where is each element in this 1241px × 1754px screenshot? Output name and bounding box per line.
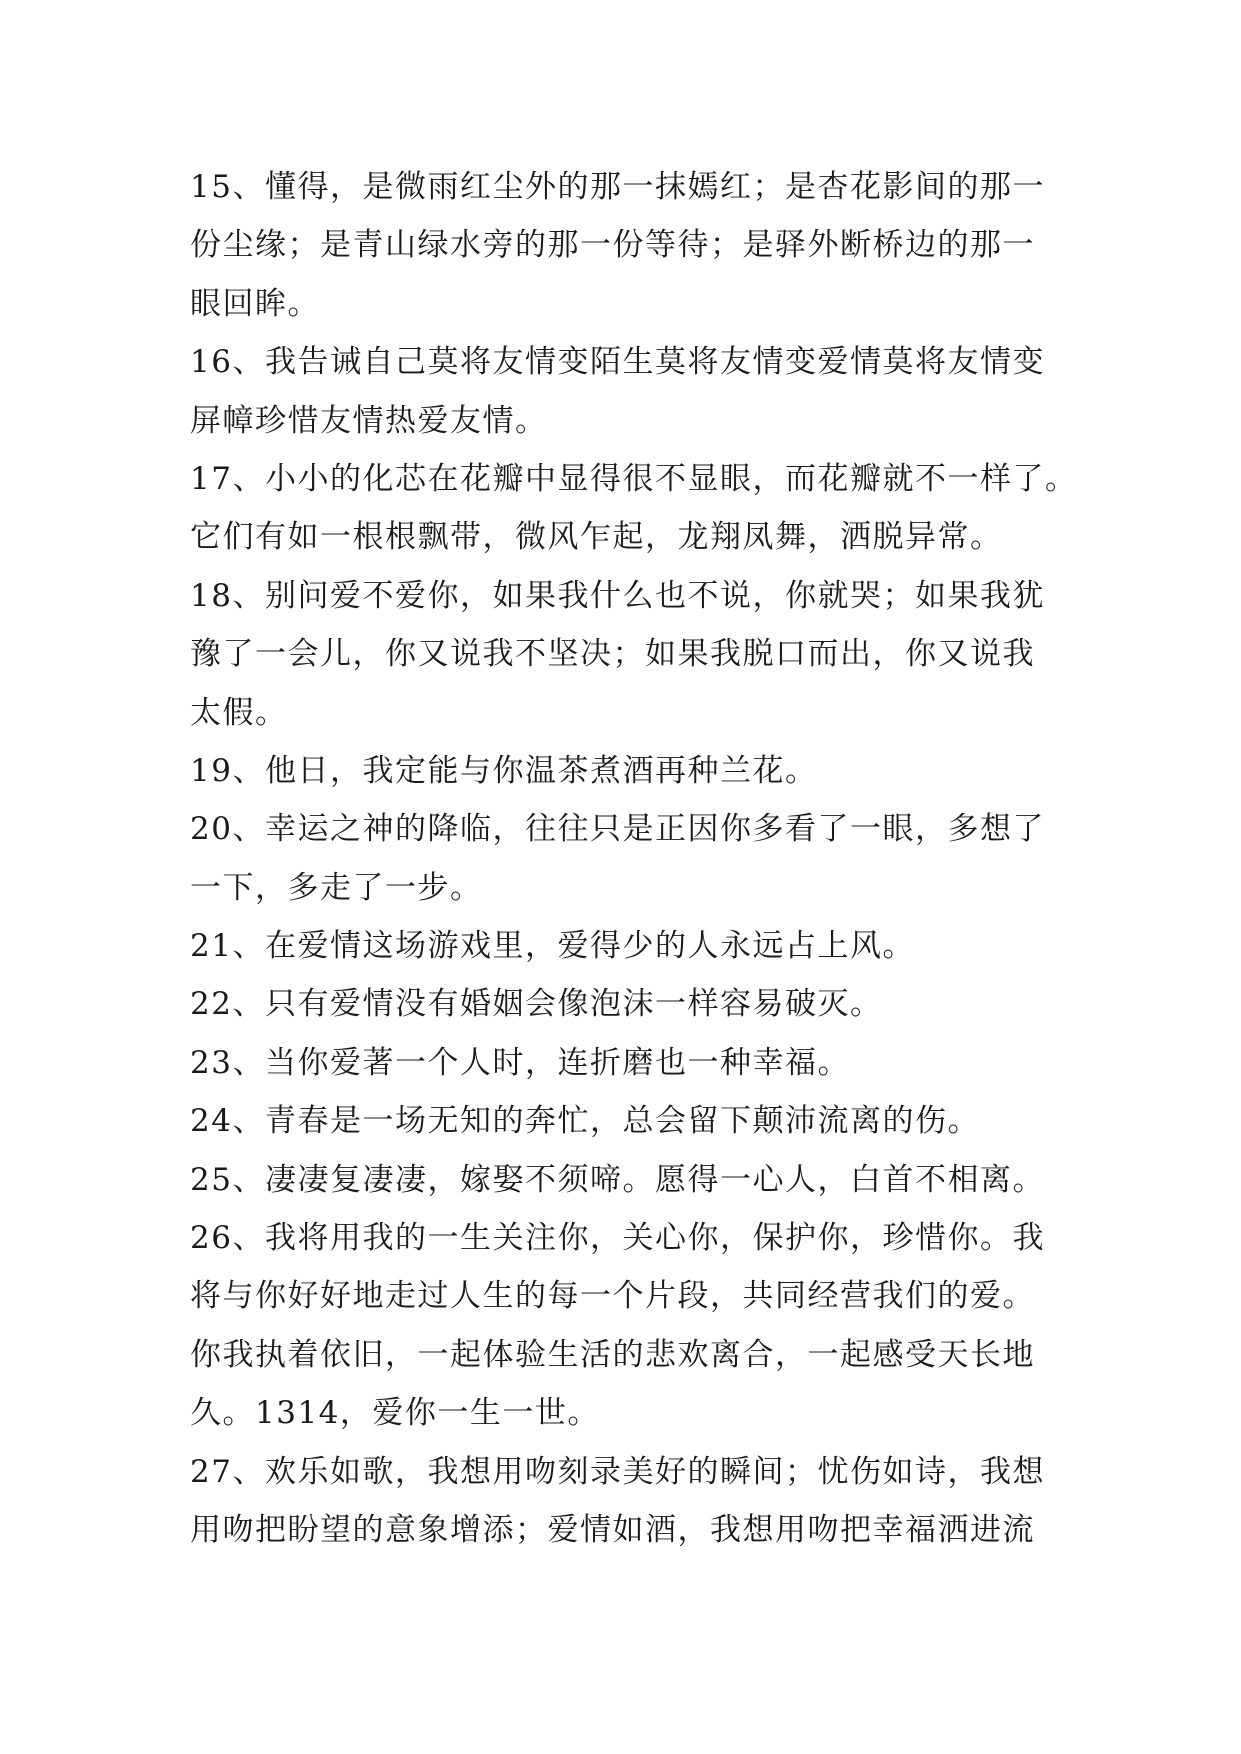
text-line: 一下，多走了一步。: [190, 869, 483, 906]
text-line: 24、青春是一场无知的奔忙，总会留下颠沛流离的伤。: [190, 1103, 980, 1140]
document-body: [190, 158, 1078, 1559]
text-line: 18、别问爱不爱你，如果我什么也不说，你就哭；如果我犹: [190, 577, 1045, 614]
text-line: 将与你好好地走过人生的每一个片段，共同经营我们的爱。: [190, 1278, 1035, 1315]
text-line: 用吻把盼望的意象增添；爱情如酒，我想用吻把幸福洒进流: [190, 1511, 1035, 1548]
text-line: 屏幛珍惜友情热爱友情。: [190, 402, 548, 439]
entry-25: [190, 1151, 1070, 1209]
entry-23: [190, 1034, 1070, 1092]
text-line: 25、凄凄复凄凄，嫁娶不须啼。愿得一心人，白首不相离。: [190, 1161, 1045, 1198]
text-line: 眼回眸。: [190, 285, 320, 322]
text-line: 26、我将用我的一生关注你，关心你，保护你，珍惜你。我: [190, 1220, 1045, 1257]
text-line: 16、我告诫自己莫将友情变陌生莫将友情变爱情莫将友情变: [190, 344, 1045, 381]
entry-18: [190, 567, 1070, 742]
entry-27: [190, 1443, 1070, 1560]
text-line: 份尘缘；是青山绿水旁的那一份等待；是驿外断桥边的那一: [190, 227, 1035, 264]
text-line: 17、小小的化芯在花瓣中显得很不显眼，而花瓣就不一样了。: [190, 460, 1078, 497]
entry-20: [190, 800, 1070, 917]
text-line: 豫了一会儿，你又说我不坚决；如果我脱口而出，你又说我: [190, 636, 1035, 673]
text-line: 20、幸运之神的降临，往往只是正因你多看了一眼，多想了: [190, 811, 1045, 848]
entry-17: [190, 450, 1078, 567]
entry-24: [190, 1092, 1070, 1150]
text-line: 23、当你爱著一个人时，连折磨也一种幸福。: [190, 1044, 850, 1081]
entry-15: [190, 158, 1070, 333]
entry-16: [190, 333, 1070, 450]
text-line: 它们有如一根根飘带，微风乍起，龙翔凤舞，洒脱异常。: [190, 519, 1003, 556]
entry-22: [190, 975, 1070, 1033]
entry-26: [190, 1209, 1070, 1443]
text-line: 27、欢乐如歌，我想用吻刻录美好的瞬间；忧伤如诗，我想: [190, 1453, 1045, 1490]
text-line: 21、在爱情这场游戏里，爱得少的人永远占上风。: [190, 928, 915, 965]
text-line: 太假。: [190, 694, 288, 731]
text-line: 你我执着依旧，一起体验生活的悲欢离合，一起感受天长地: [190, 1336, 1035, 1373]
entry-21: [190, 917, 1070, 975]
text-line: 19、他日，我定能与你温茶煮酒再种兰花。: [190, 752, 818, 789]
entry-19: [190, 742, 1070, 800]
text-line: 22、只有爱情没有婚姻会像泡沫一样容易破灭。: [190, 986, 883, 1023]
text-line: 久。1314，爱你一生一世。: [190, 1395, 600, 1432]
text-line: 15、懂得，是微雨红尘外的那一抹嫣红；是杏花影间的那一: [190, 169, 1045, 205]
